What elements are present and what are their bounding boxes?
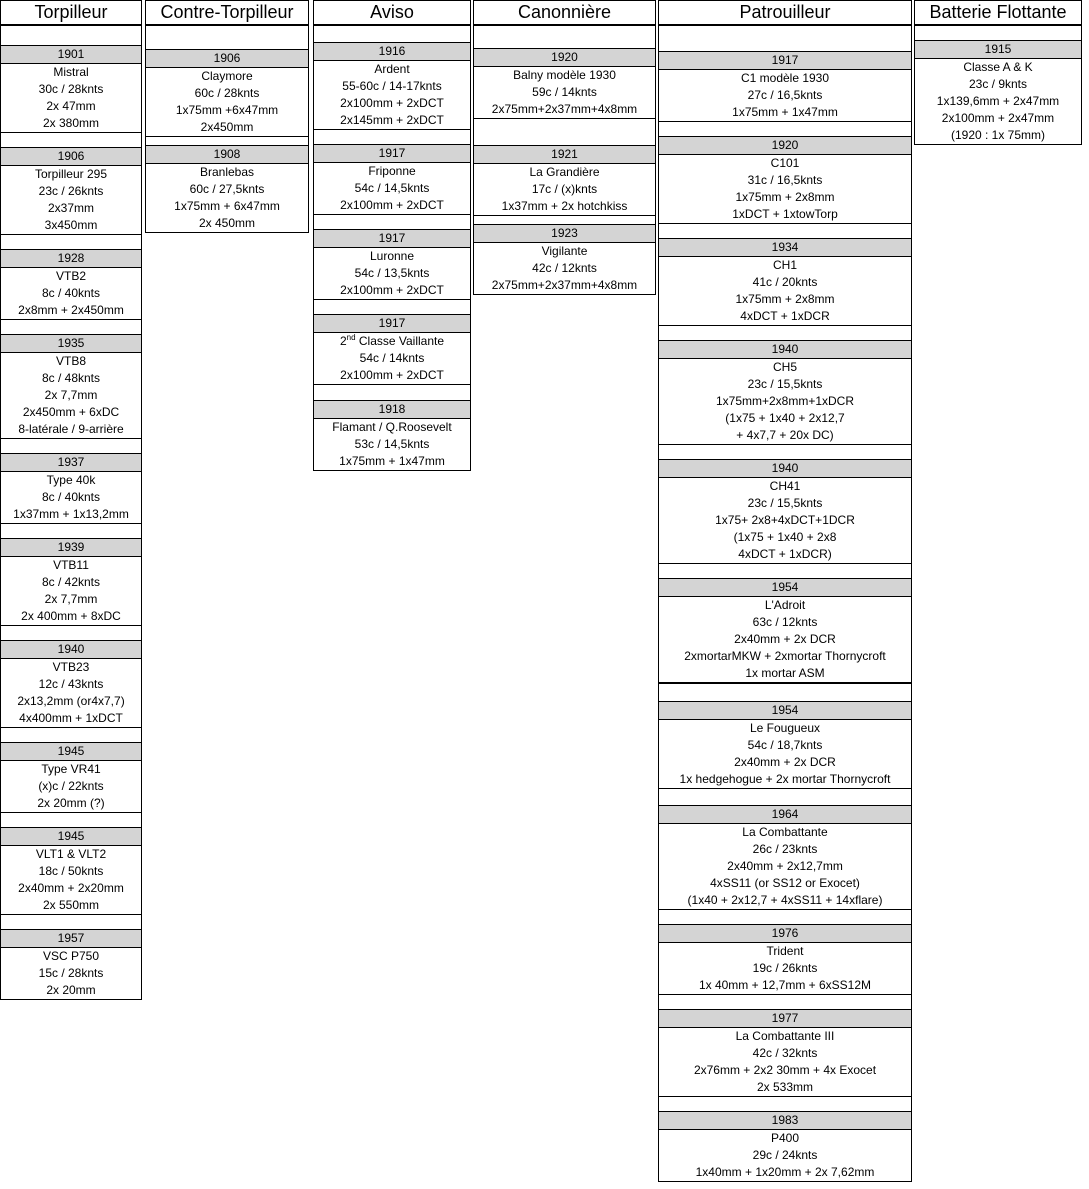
ship-name: La Combattante III [735,1029,835,1043]
ship-entry [658,459,912,564]
ship-spec: 1x75mm + 2x8mm [735,292,835,306]
ship-name: VTB8 [55,354,86,368]
entry-year: 1921 [474,146,655,164]
ship-spec: (1x75 + 1x40 + 2x12,7 [725,411,845,425]
ship-spec: 1x75+ 2x8+4xDCT+1DCR [715,513,855,527]
ship-spec: 23c / 26knts [38,184,104,198]
entry-year: 1917 [314,145,470,163]
ship-name: CH1 [772,258,797,272]
ship-spec: 4xDCT + 1xDCR) [738,547,832,561]
ship-spec: 30c / 28knts [38,82,104,96]
ship-entry [313,144,471,215]
ship-entry [313,42,471,130]
ship-spec: 1x hedgehogue + 2x mortar Thornycroft [679,772,891,786]
ship-spec: 2x 400mm + 8xDC [21,609,121,623]
ship-spec: 8c / 42knts [41,575,101,589]
entry-year: 1923 [474,225,655,243]
ship-entry [0,249,142,320]
ship-name: VLT1 & VLT2 [35,847,107,861]
ship-spec: 8-latérale / 9-arrière [18,422,124,436]
ship-spec: 4xSS11 (or SS12 or Exocet) [710,876,860,890]
entry-year: 1939 [1,539,141,557]
ship-entry [0,147,142,235]
ship-name: 2nd Classe Vaillante [339,333,445,348]
entry-year: 1964 [659,806,911,824]
entry-year: 1908 [146,146,308,164]
ship-spec: 2x 20mm (?) [37,796,105,810]
ship-name: L'Adroit [764,598,806,612]
ship-entry [0,640,142,728]
ship-spec: 2x 20mm [46,983,96,997]
ship-entry [473,145,656,216]
entry-year: 1935 [1,335,141,353]
ship-spec: 42c / 12knts [532,261,597,275]
column-header-canonniere: Canonnière [473,0,656,25]
entry-year: 1934 [659,239,911,257]
ship-spec: 8c / 40knts [41,286,101,300]
ship-spec: (1x40 + 2x12,7 + 4xSS11 + 14xflare) [687,893,883,907]
ship-entry [313,314,471,385]
ship-name: Torpilleur 295 [34,167,108,181]
ship-spec: 26c / 23knts [752,842,818,856]
ship-spec: 2x37mm [47,201,94,215]
ship-entry [0,453,142,524]
entry-year: 1906 [1,148,141,166]
ship-spec: 4xDCT + 1xDCR [740,309,830,323]
column-header-batterie-flottante: Batterie Flottante [914,0,1082,25]
ship-spec: (1920 : 1x 75mm) [950,128,1046,142]
ship-entry [0,827,142,915]
ship-spec: 54c / 14,5knts [354,181,430,195]
ship-spec: 2x145mm + 2xDCT [340,113,444,127]
ship-entry [658,340,912,445]
ship-name: Type VR41 [41,762,101,776]
ship-spec: 2x100mm + 2xDCT [340,96,444,110]
ship-name: Luronne [369,249,415,263]
ship-entry [313,229,471,300]
ship-entry [473,224,656,295]
ship-spec: 31c / 16,5knts [747,173,823,187]
ship-spec: 1x37mm + 2x hotchkiss [501,199,628,213]
entry-year: 1954 [659,702,911,720]
ship-name: Trident [766,944,804,958]
entry-year: 1920 [474,49,655,67]
ship-name: Type 40k [46,473,96,487]
entry-year: 1901 [1,46,141,64]
ship-spec: 2x76mm + 2x2 30mm + 4x Exocet [693,1063,877,1077]
entry-year: 1940 [1,641,141,659]
ship-spec: 8c / 40knts [41,490,101,504]
ship-spec: 1x 40mm + 12,7mm + 6xSS12M [698,978,872,992]
spacer-cell [658,683,912,702]
ship-spec: 1x37mm + 1x13,2mm [13,507,129,521]
entry-year: 1918 [314,401,470,419]
ship-name: Ardent [374,62,410,76]
ship-entry [658,51,912,122]
ship-entry [658,701,912,789]
entry-year: 1917 [314,230,470,248]
ship-spec: (x)c / 22knts [38,779,104,793]
ship-spec: 53c / 14,5knts [354,437,430,451]
ship-name: C1 modèle 1930 [740,71,830,85]
ship-spec: 55-60c / 14-17knts [342,79,442,93]
entry-year: 1940 [659,341,911,359]
ship-spec: 2x40mm + 2x DCR [734,755,836,769]
ship-spec: 23c / 15,5knts [747,496,823,510]
ship-spec: 2x100mm + 2xDCT [340,198,444,212]
column-header-patrouilleur: Patrouilleur [658,0,912,25]
ship-entry [0,929,142,1000]
ship-spec: 23c / 9knts [968,77,1028,91]
ship-entry [658,578,912,683]
ship-spec: 2xmortarMKW + 2xmortar Thornycroft [684,649,886,663]
spacer-cell [658,787,912,806]
ship-spec: 15c / 28knts [38,966,104,980]
entry-year: 1917 [314,315,470,333]
spacer-cell [473,25,656,49]
ship-name: VTB23 [52,660,90,674]
ship-spec: 2x75mm+2x37mm+4x8mm [491,278,638,292]
ship-name: VTB2 [55,269,86,283]
entry-year: 1937 [1,454,141,472]
ship-name: Mistral [53,65,89,79]
ship-name: Balny modèle 1930 [513,68,616,82]
ship-spec: 19c / 26knts [752,961,818,975]
ship-entry [473,48,656,119]
ship-entry [658,924,912,995]
entry-year: 1906 [146,50,308,68]
ship-name: Friponne [368,164,416,178]
spacer-cell [313,25,471,43]
ship-spec: + 4x7,7 + 20x DC) [736,428,834,442]
ship-spec: 18c / 50knts [38,864,104,878]
ship-spec: 2x 380mm [42,116,100,130]
ship-spec: 2x100mm + 2x47mm [941,111,1055,125]
ship-spec: 29c / 24knts [752,1148,818,1162]
entry-year: 1920 [659,137,911,155]
ship-entry [658,805,912,910]
ship-spec: 1x75mm + 1x47mm [732,105,838,119]
entry-year: 1957 [1,930,141,948]
entry-year: 1940 [659,460,911,478]
ship-spec: 2x75mm+2x37mm+4x8mm [491,102,638,116]
ship-name: Flamant / Q.Roosevelt [332,420,452,434]
ship-spec: 2x100mm + 2xDCT [340,368,444,382]
entry-year: 1954 [659,579,911,597]
ship-spec: 23c / 15,5knts [747,377,823,391]
entry-year: 1983 [659,1112,911,1130]
ship-spec: 1xDCT + 1xtowTorp [732,207,838,221]
ship-spec: 8c / 48knts [41,371,101,385]
ship-name: Claymore [201,69,253,83]
spacer-cell [0,25,142,46]
ship-name: La Grandière [529,165,600,179]
ship-spec: 2x450mm [200,120,254,134]
ship-entry [0,45,142,133]
ship-spec: 54c / 14knts [359,351,425,365]
ship-entry [914,40,1082,145]
entry-year: 1977 [659,1010,911,1028]
ship-spec: 1x75mm + 1x47mm [339,454,445,468]
ship-spec: 1x mortar ASM [745,666,825,680]
ship-entry [0,538,142,626]
ship-entry [0,742,142,813]
ship-name: C101 [770,156,800,170]
ship-entry [658,238,912,326]
column-header-torpilleur: Torpilleur [0,0,142,25]
ship-spec: 2x40mm + 2x20mm [18,881,124,895]
ship-spec: 4x400mm + 1xDCT [19,711,123,725]
ship-spec: 2x8mm + 2x450mm [18,303,124,317]
ship-spec: 2x 47mm [46,99,96,113]
ship-spec: 1x40mm + 1x20mm + 2x 7,62mm [695,1165,875,1179]
ship-spec: 3x450mm [44,218,98,232]
ship-spec: 2x40mm + 2x12,7mm [727,859,843,873]
ship-spec: 2x 7,7mm [44,388,98,402]
ship-spec: 60c / 28knts [194,86,260,100]
ship-entry [658,1009,912,1097]
ship-name: CH41 [769,479,801,493]
column-header-contre-torpilleur: Contre-Torpilleur [145,0,309,25]
ship-name: La Combattante [742,825,828,839]
ship-spec: 2x100mm + 2xDCT [340,283,444,297]
entry-year: 1915 [915,41,1081,59]
ship-name: CH5 [772,360,797,374]
column-header-aviso: Aviso [313,0,471,25]
ship-name: VTB11 [53,558,89,572]
ship-name: VSC P750 [42,949,100,963]
ship-spec: 2x 550mm [42,898,100,912]
ship-spec: 2x450mm + 6xDC [22,405,120,419]
entry-year: 1916 [314,43,470,61]
ship-spec: 2x 7,7mm [44,592,98,606]
ship-spec: 17c / (x)knts [531,182,598,196]
ship-spec: 59c / 14knts [532,85,597,99]
entry-year: 1917 [659,52,911,70]
ship-spec: 1x75mm + 6x47mm [174,199,280,213]
ship-entry [658,1111,912,1182]
ship-spec: 2x40mm + 2x DCR [734,632,836,646]
spacer-cell [145,25,309,50]
ship-spec: 2x13,2mm (or4x7,7) [17,694,125,708]
ship-entry [145,145,309,233]
ship-spec: 1x75mm +6x47mm [175,103,279,117]
ship-spec: 41c / 20knts [752,275,818,289]
ship-spec: 54c / 18,7knts [747,738,823,752]
ship-spec: 1x139,6mm + 2x47mm [936,94,1060,108]
entry-year: 1928 [1,250,141,268]
ship-name: Branlebas [199,165,255,179]
entry-year: 1945 [1,743,141,761]
ship-spec: 1x75mm+2x8mm+1xDCR [715,394,855,408]
ship-spec: 54c / 13,5knts [354,266,430,280]
ship-name: P400 [770,1131,800,1145]
ship-entry [658,136,912,224]
ship-spec: 2x 450mm [198,216,256,230]
ship-spec: 12c / 43knts [38,677,104,691]
ship-entry [0,334,142,439]
ship-name: Le Fougueux [749,721,821,735]
ship-spec: 42c / 32knts [752,1046,818,1060]
ship-spec: 60c / 27,5knts [189,182,265,196]
ship-name: Classe A & K [963,60,1033,74]
ship-name: Vigilante [541,244,588,258]
ship-spec: 2x 533mm [756,1080,814,1094]
spacer-cell [914,25,1082,41]
ship-spec: 1x75mm + 2x8mm [735,190,835,204]
ship-spec: 27c / 16,5knts [747,88,823,102]
ship-spec: (1x75 + 1x40 + 2x8 [733,530,837,544]
entry-year: 1945 [1,828,141,846]
ship-entry [313,400,471,471]
ship-spec: 63c / 12knts [752,615,818,629]
ship-entry [145,49,309,137]
spacer-cell [658,25,912,52]
entry-year: 1976 [659,925,911,943]
